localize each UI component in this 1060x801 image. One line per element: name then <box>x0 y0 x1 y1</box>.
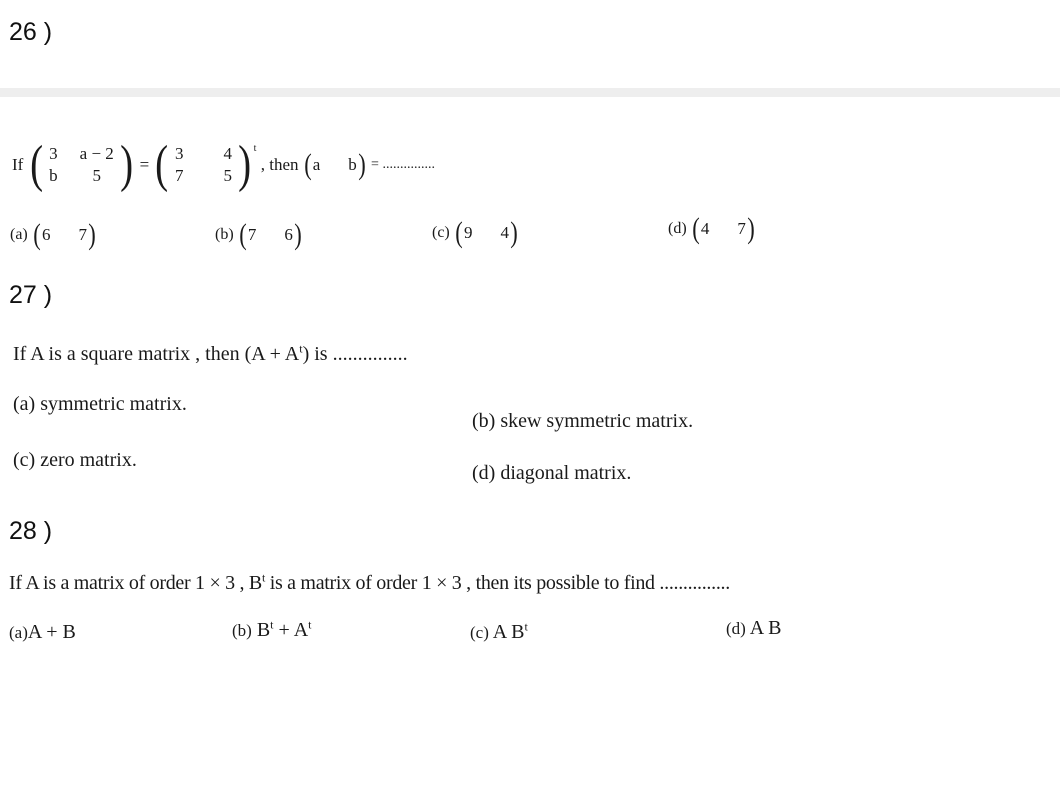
option-26-c: (c) ( 9 4 ) <box>432 216 518 249</box>
option-27-c <box>13 449 137 472</box>
option-text: skew symmetric matrix. <box>500 410 694 432</box>
matrix-cell: 7 <box>175 166 184 185</box>
option-text: B <box>256 619 271 641</box>
equals-sign: = <box>139 155 150 174</box>
stem-text: If A is a matrix of order 1 × 3 , B <box>9 572 262 594</box>
left-matrix: ( 3 a − 2 b 5 ) <box>29 136 134 193</box>
option-28-c <box>470 621 528 644</box>
vector-entry: 7 <box>247 225 257 244</box>
vector-entry: 7 <box>78 225 88 244</box>
option-label: (d) <box>472 462 496 484</box>
option-label: (b) <box>232 621 252 640</box>
matrix-cell: 3 <box>175 144 184 163</box>
option-label: (c) <box>13 449 36 471</box>
vector-entry: 6 <box>42 225 51 244</box>
stem-text: is a matrix of order 1 × 3 , then its possible to find ............... <box>265 572 730 594</box>
option-28-a <box>9 621 76 644</box>
vector-entry: 4 <box>500 223 510 242</box>
vector-entry: 6 <box>284 225 293 244</box>
option-text: A B <box>492 621 525 643</box>
transpose-superscript: t <box>253 142 257 154</box>
option-label: (c) <box>470 623 489 642</box>
matrix-cell: 3 <box>49 144 58 163</box>
stem-text: If A is a square matrix , then (A + A <box>13 343 300 365</box>
option-text: symmetric matrix. <box>40 393 187 415</box>
option-text: diagonal matrix. <box>500 462 632 484</box>
unknown-vector: ( a b ) <box>304 148 366 181</box>
matrix-cell: 5 <box>92 166 101 185</box>
vector-entry: b <box>348 155 357 174</box>
option-label: (d) <box>668 219 687 237</box>
option-26-d: (d) ( 4 7 ) <box>668 212 755 245</box>
question-27-stem <box>13 343 408 366</box>
option-27-d <box>472 462 631 485</box>
option-26-b: (b) ( 7 6 ) <box>215 218 302 251</box>
vector-entry: a <box>312 155 321 174</box>
vector-entry: 7 <box>737 219 746 238</box>
transpose-superscript: t <box>308 617 312 632</box>
option-28-d <box>726 617 781 640</box>
option-text: A + B <box>27 621 76 643</box>
option-label: (d) <box>726 619 746 638</box>
vector-entry: 9 <box>464 223 473 242</box>
matrix-cell: 4 <box>223 144 233 163</box>
transpose-superscript: t <box>299 341 303 356</box>
transpose-superscript: t <box>261 570 266 585</box>
option-27-a <box>13 393 187 416</box>
option-label: (b) <box>472 410 496 432</box>
transpose-superscript: t <box>270 617 274 632</box>
option-27-b <box>472 410 693 433</box>
option-text: zero matrix. <box>40 449 137 471</box>
option-label: (a) <box>9 623 28 642</box>
answer-blank: = ............... <box>371 157 435 172</box>
vector-entry: 4 <box>700 219 710 238</box>
option-label: (a) <box>13 393 36 415</box>
question-28-stem <box>9 572 730 595</box>
if-word: If <box>12 155 24 174</box>
matrix-cell: b <box>49 166 58 185</box>
question-number-27: 27 ) <box>9 281 53 309</box>
option-label: (c) <box>432 223 450 241</box>
question-number-28: 28 ) <box>9 517 53 545</box>
section-divider <box>0 88 1060 97</box>
option-label: (b) <box>215 225 234 243</box>
then-word: , then <box>260 155 299 174</box>
transpose-superscript: t <box>524 619 528 634</box>
option-label: (a) <box>10 225 28 243</box>
option-text: A B <box>749 617 782 639</box>
option-26-a: (a) ( 6 7 ) <box>10 218 96 251</box>
question-26-stem <box>12 136 435 193</box>
right-matrix: ( 3 4 7 5 ) $^t$ <box>155 136 257 193</box>
matrix-cell: 5 <box>223 166 233 185</box>
option-28-b <box>232 619 311 642</box>
stem-text: ) is ............... <box>302 343 408 365</box>
matrix-cell: a − 2 <box>79 144 114 163</box>
question-number-26: 26 ) <box>9 18 53 46</box>
option-text: + A <box>273 619 309 641</box>
